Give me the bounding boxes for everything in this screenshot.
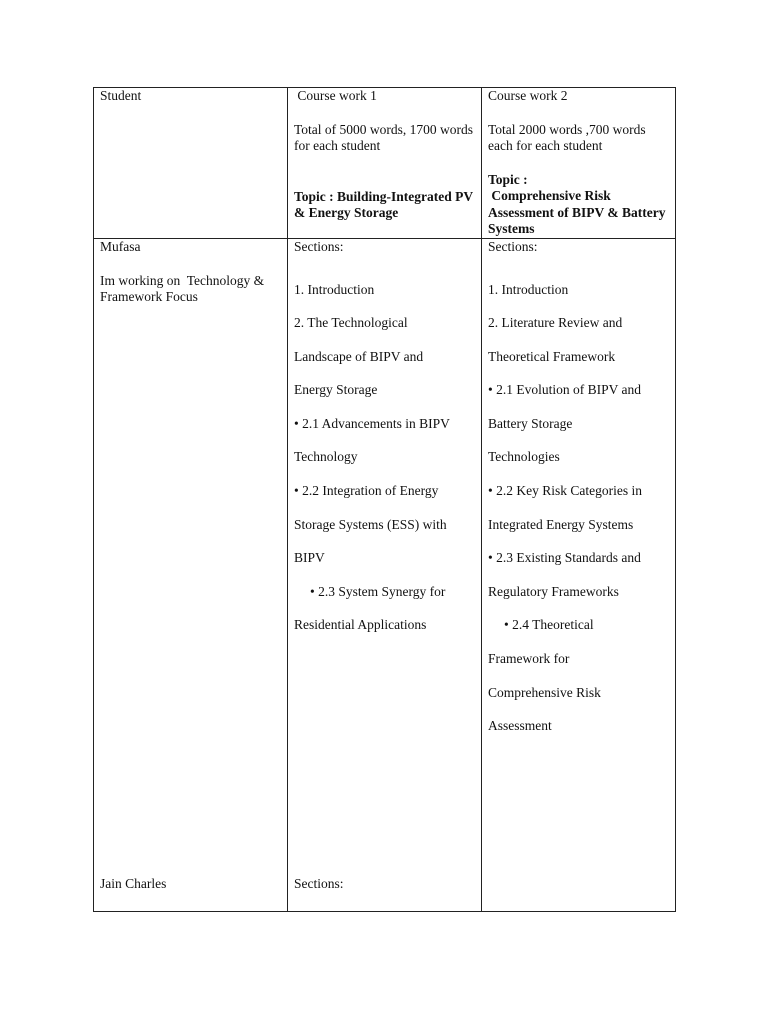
list-item: Framework for — [488, 651, 570, 667]
list-item: Storage Systems (ESS) with — [294, 516, 447, 532]
list-item: 1. Introduction — [294, 281, 375, 297]
coursework-2-word-count: Total 2000 words ,700 words each for each student — [488, 121, 646, 153]
coursework-2-header-cell — [482, 88, 676, 239]
coursework-1-section-list — [294, 239, 475, 642]
student-focus-note: Im working on Technology & Framework Focus — [100, 272, 268, 304]
list-item: Technology — [294, 449, 358, 465]
list-item: Technologies — [488, 449, 560, 465]
coursework-1-title: Course work 1 — [294, 88, 377, 103]
list-item: Residential Applications — [294, 617, 427, 633]
list-item: Regulatory Frameworks — [488, 583, 619, 599]
list-item: Assessment — [488, 718, 552, 734]
coursework-table — [93, 87, 676, 912]
list-item: • 2.3 System Synergy for — [310, 583, 446, 599]
coursework-1-header-cell — [288, 88, 482, 239]
student-name-mufasa: Mufasa — [100, 239, 141, 254]
list-item: • 2.1 Evolution of BIPV and — [488, 382, 641, 398]
list-item: 1. Introduction — [488, 281, 569, 297]
table-header-row — [94, 88, 676, 239]
list-item: • 2.2 Key Risk Categories in — [488, 483, 642, 499]
coursework-2-topic-label: Topic : — [488, 171, 528, 187]
coursework-1-sections-cell — [288, 239, 482, 912]
students-cell — [94, 239, 288, 912]
coursework-1-sections-label: Sections: — [294, 239, 344, 254]
table-body-row — [94, 239, 676, 912]
student-header-label: Student — [100, 88, 142, 103]
coursework-2-sections-cell — [482, 239, 676, 912]
list-item: Comprehensive Risk — [488, 684, 601, 700]
coursework-1-sections-label-2: Sections: — [294, 876, 344, 891]
student-header-cell — [94, 88, 288, 239]
list-item: Theoretical Framework — [488, 348, 616, 364]
coursework-1-word-count: Total of 5000 words, 1700 words for each student — [294, 121, 474, 153]
coursework-2-title: Course work 2 — [488, 88, 568, 103]
coursework-2-section-list — [488, 239, 669, 743]
coursework-2-topic: Comprehensive Risk Assessment of BIPV & Battery Systems — [488, 188, 669, 236]
list-item: • 2.4 Theoretical — [504, 617, 594, 633]
list-item: Battery Storage — [488, 415, 573, 431]
list-item: Landscape of BIPV and — [294, 348, 424, 364]
list-item: Energy Storage — [294, 382, 378, 398]
list-item: Integrated Energy Systems — [488, 516, 634, 532]
student-name-jain-charles: Jain Charles — [100, 876, 167, 891]
coursework-2-sections-label: Sections: — [488, 239, 538, 254]
list-item: 2. The Technological — [294, 315, 408, 331]
coursework-1-topic: Topic : Building-Integrated PV & Energy Storage — [294, 188, 473, 220]
list-item: BIPV — [294, 550, 325, 566]
list-item: • 2.2 Integration of Energy — [294, 483, 439, 499]
list-item: • 2.1 Advancements in BIPV — [294, 415, 450, 431]
list-item: 2. Literature Review and — [488, 315, 623, 331]
list-item: • 2.3 Existing Standards and — [488, 550, 641, 566]
